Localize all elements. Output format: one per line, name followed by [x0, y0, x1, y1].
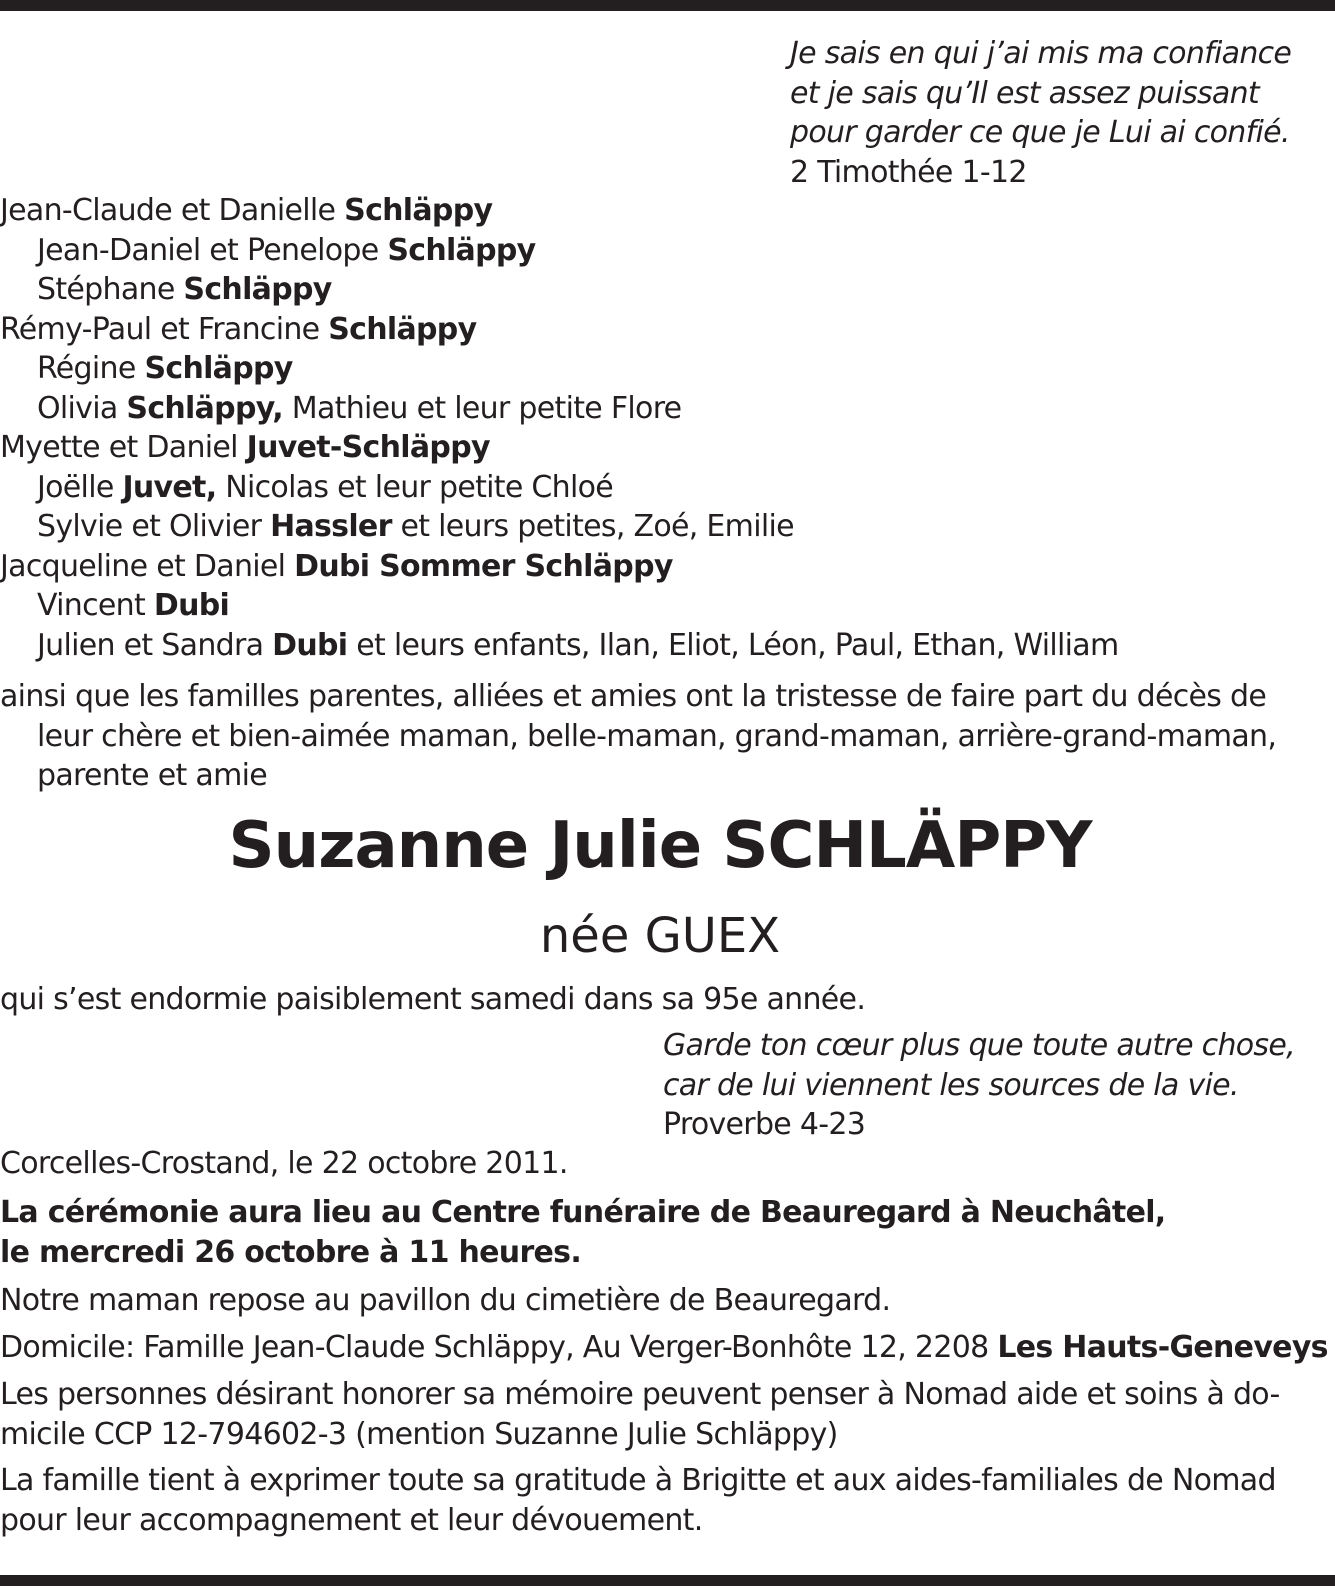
donations-line: Les personnes désirant honorer sa mémoire peuvent penser à Nomad aide et soins à do- [0, 1377, 1280, 1412]
family-line: Jean-Claude et Danielle Schläppy [0, 193, 493, 228]
deceased-name: Suzanne Julie SCHLÄPPY [228, 809, 1092, 883]
thanks-text [0, 1461, 1276, 1540]
quote-line: car de lui viennent les sources de la vie. [663, 1067, 1239, 1103]
family-line: Régine Schläppy [37, 351, 293, 386]
quote-line: Garde ton cœur plus que toute autre chose, [663, 1028, 1295, 1063]
thanks-line: pour leur accompagnement et leur dévouement. [0, 1502, 703, 1538]
family-line: Julien et Sandra Dubi et leurs enfants, Ilan, Eliot, Léon, Paul, Ethan, William [37, 627, 1119, 663]
ceremony-line: La cérémonie aura lieu au Centre funéraire de Beauregard à Neuchâtel, [0, 1195, 1166, 1230]
resting-place: Notre maman repose au pavillon du cimetière de Beauregard. [0, 1283, 891, 1318]
family-list [0, 191, 1119, 665]
bottom-border-rule [0, 1575, 1335, 1586]
family-line: Joëlle Juvet, Nicolas et leur petite Chloé [37, 469, 614, 505]
quote-reference: Proverbe 4-23 [663, 1107, 866, 1142]
place-and-date: Corcelles-Crostand, le 22 octobre 2011. [0, 1146, 568, 1181]
opening-bible-quote [790, 34, 1291, 192]
donations-line: micile CCP 12-794602-3 (mention Suzanne Julie Schläppy) [0, 1416, 838, 1452]
announcement-line: parente et amie [37, 758, 267, 793]
announcement-line: ainsi que les familles parentes, alliées et amies ont la tristesse de faire part du décès de [0, 679, 1267, 714]
quote-reference: 2 Timothée 1-12 [790, 154, 1027, 190]
quote-line: pour garder ce que je Lui ai confié. [790, 115, 1290, 150]
ceremony-info [0, 1193, 1166, 1272]
quote-line: et je sais qu’Il est assez puissant [790, 75, 1259, 111]
maiden-name: née GUEX [539, 908, 781, 964]
thanks-line: La famille tient à exprimer toute sa gratitude à Brigitte et aux aides-familiales de Nomad [0, 1463, 1276, 1498]
family-line: Myette et Daniel Juvet-Schläppy [0, 430, 490, 465]
ceremony-line: le mercredi 26 octobre à 11 heures. [0, 1234, 582, 1270]
announcement-line: leur chère et bien-aimée maman, belle-maman, grand-maman, arrière-grand-maman, [37, 718, 1277, 754]
passing-text: qui s’est endormie paisiblement samedi dans sa 95e année. [0, 982, 866, 1017]
quote-line: Je sais en qui j’ai mis ma confiance [790, 36, 1292, 71]
proverb-quote [663, 1026, 1295, 1145]
donations-text [0, 1375, 1280, 1454]
announcement-text [0, 677, 1320, 796]
family-line: Olivia Schläppy, Mathieu et leur petite Flore [37, 390, 682, 426]
domicile-address: Domicile: Famille Jean-Claude Schläppy, Au Verger-Bonhôte 12, 2208 Les Hauts-Geneveys [0, 1330, 1328, 1365]
family-line: Rémy-Paul et Francine Schläppy [0, 311, 477, 347]
family-line: Vincent Dubi [37, 588, 230, 623]
family-line: Stéphane Schläppy [37, 272, 332, 307]
family-line: Jacqueline et Daniel Dubi Sommer Schläppy [0, 548, 673, 584]
family-line: Sylvie et Olivier Hassler et leurs petites, Zoé, Emilie [37, 509, 794, 544]
family-line: Jean-Daniel et Penelope Schläppy [37, 232, 536, 268]
